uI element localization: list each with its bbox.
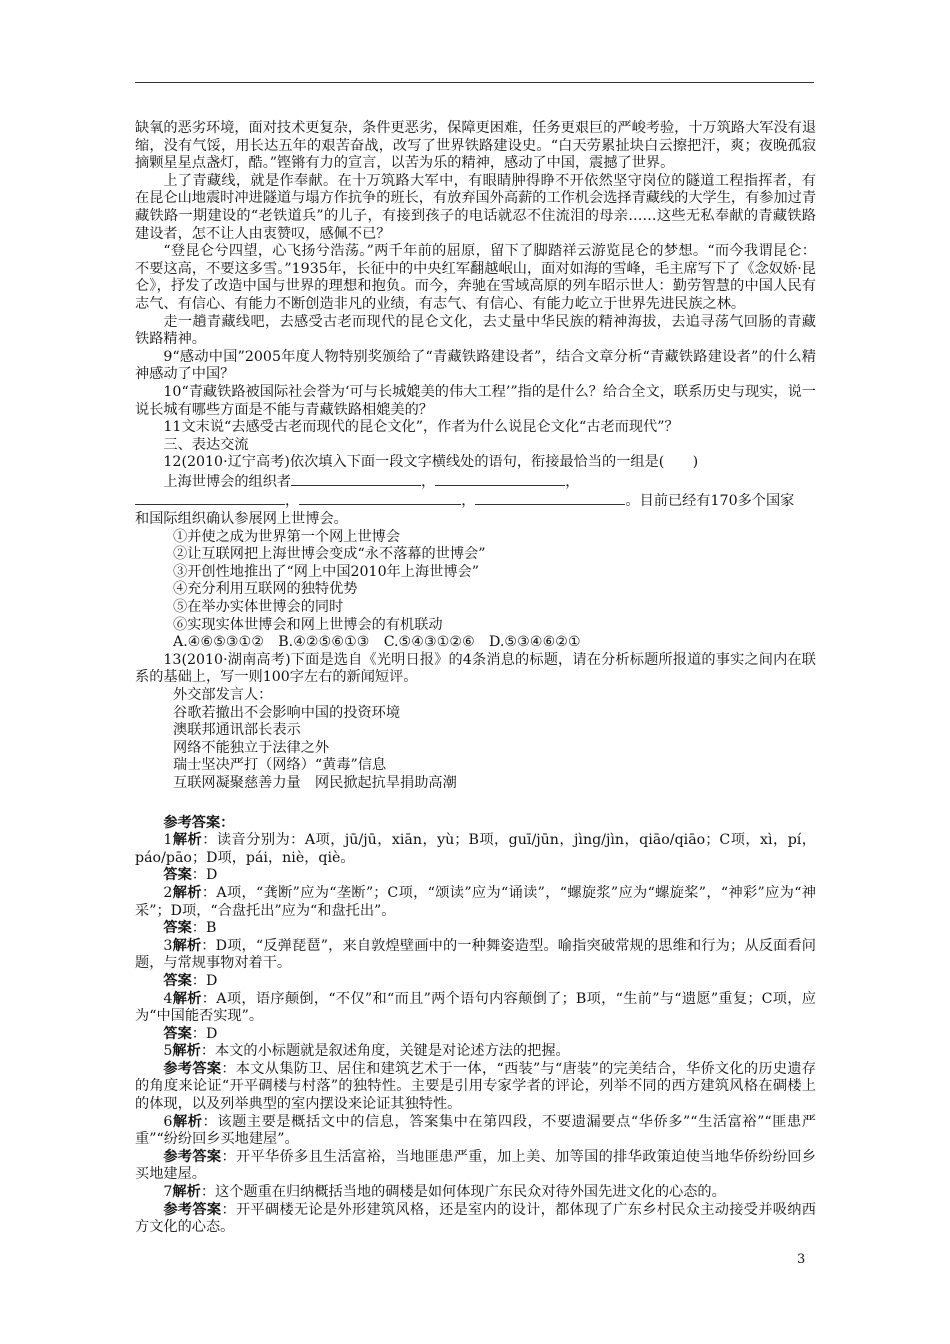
q13-headline: 澳联邦通讯部长表示 — [173, 722, 301, 739]
q12-line1-text: 上海世博会的组织者 — [163, 473, 292, 490]
answer-label: 答案 — [163, 867, 192, 884]
analysis-label: 解析 — [172, 832, 203, 849]
fill-blank — [135, 491, 285, 505]
fill-blank — [299, 491, 461, 505]
q13-headline: 网络不能独立于法律之外 — [173, 739, 330, 756]
analysis-label: 解析 — [172, 990, 202, 1007]
answer-6-analysis — [135, 1114, 816, 1149]
section-heading-3: 三、表达交流 — [163, 436, 249, 453]
fill-blank — [291, 472, 421, 486]
analysis-label: 解析 — [172, 1043, 201, 1060]
question-13-stem: 13(2010·湖南高考)下面是选自《光明日报》的4条消息的标题，请在分析标题所报道的事实之间内在联系的基础上，写一则100字左右的新闻短评。 — [135, 651, 816, 686]
q12-option: ④充分利用互联网的独特优势 — [173, 581, 358, 598]
q12-separator: ， — [285, 493, 300, 510]
question-9: 9“感动中国”2005年度人物特别奖颁给了“青藏铁路建设者”，结合文章分析“青藏铁路建设者”的什么精神感动了中国？ — [135, 348, 816, 383]
document-body — [135, 120, 816, 1237]
passage-paragraph-4: 走一趟青藏线吧，去感受古老而现代的昆仑文化，去丈量中华民族的精神海拔，去追寻荡气回肠的青藏铁路精神。 — [135, 313, 816, 348]
answer-number: 6 — [163, 1113, 173, 1130]
answer-5-analysis — [135, 1043, 816, 1061]
answer-4-result — [135, 1026, 816, 1044]
q13-headline: 瑞士坚决严打（网络）“黄毒”信息 — [173, 757, 387, 774]
answer-value: ：D — [191, 1025, 218, 1042]
q13-headline: 谷歌若撤出不会影响中国的投资环境 — [173, 704, 401, 721]
reference-label: 参考答案 — [163, 1148, 222, 1165]
analysis-label: 解析 — [172, 884, 202, 901]
q12-option: ⑤在举办实体世博会的同时 — [173, 599, 344, 616]
question-12-stem: 12(2010·辽宁高考)依次填入下面一段文字横线处的语句，衔接最恰当的一组是( ) — [163, 454, 699, 471]
q12-separator: ， — [565, 473, 580, 490]
q12-option: ③开创性地推出了“网上中国2010年上海世博会” — [173, 563, 479, 580]
reference-text: ：开平碉楼无论是外形建筑风格，还是室内的设计，都体现了广东乡村民众主动接受并吸纳西方文化的心态。 — [135, 1201, 816, 1236]
analysis-label: 解析 — [172, 937, 202, 954]
reference-text: ：开平华侨多且生活富裕，当地匪患严重，加上美、加等国的排华政策迫使当地华侨纷纷回乡买地建屋。 — [135, 1148, 816, 1183]
analysis-text: ：这个题重在归纳概括当地的碉楼是如何体现广东民众对待外国先进文化的心态的。 — [200, 1184, 726, 1201]
analysis-text: ：该题主要是概括文中的信息，答案集中在第四段，不要遗漏要点“华侨多”“生活富裕”“匪患严重”“纷纷回乡买地建屋”。 — [135, 1113, 816, 1148]
answer-label: 答案 — [163, 1025, 192, 1042]
answer-3-analysis — [135, 938, 816, 973]
answer-4-analysis — [135, 991, 816, 1026]
question-12-line-2 — [135, 491, 816, 511]
question-10: 10“青藏铁路被国际社会誉为‘可与长城媲美的伟大工程’”指的是什么？给合全文，联系历史与现实，说一说长城有哪些方面是不能与青藏铁路相媲美的？ — [135, 383, 816, 418]
reference-label: 参考答案 — [163, 1201, 222, 1218]
answer-value: ：B — [191, 920, 217, 937]
answer-number: 3 — [163, 937, 173, 954]
answer-label: 答案 — [163, 920, 192, 937]
page-number: 3 — [797, 1252, 806, 1267]
question-11: 11文末说“去感受古老而现代的昆仑文化”，作者为什么说昆仑文化“古老而现代”？ — [163, 419, 679, 436]
analysis-label: 解析 — [172, 1184, 201, 1201]
question-12-line-3: 和国际组织确认参展网上世博会。 — [135, 511, 348, 528]
answer-1-analysis — [135, 832, 816, 867]
question-12-line-1 — [135, 472, 816, 492]
passage-paragraph-1: 缺氧的恶劣环境，面对技术更复杂，条件更恶劣，保障更困难，任务更艰巨的严峻考验，十万筑路大军没有退缩，没有气馁，用长达五年的艰苦奋战，改写了世界铁路建设史。“白天劳累扯块白云擦把汗，爽；夜晚孤寂摘颗星星点盏灯，酷。”铿锵有力的宣言，以苦为乐的精神，感动了中国，震撼了世界。 — [135, 120, 817, 172]
answer-3-result — [135, 973, 816, 991]
q12-option: ②让互联网把上海世博会变成“永不落幕的世博会” — [173, 546, 486, 563]
q12-separator: ， — [461, 493, 476, 510]
q12-option: ①并使之成为世界第一个网上世博会 — [173, 528, 401, 545]
answer-6-reference — [135, 1149, 816, 1184]
answer-value: ：D — [191, 972, 218, 989]
answer-number: 7 — [163, 1184, 173, 1201]
passage-paragraph-2: 上了青藏线，就是作奉献。在十万筑路大军中，有眼睛肿得睁不开依然坚守岗位的隧道工程指挥者，有在昆仑山地震时冲进隧道与塌方作抗争的班长，有放弃国外高薪的工作机会选择青藏线的大学生，有参加过青藏铁路一期建设的“老铁道兵”的儿子，有接到孩子的电话就忍不住流泪的母亲……这些无私奉献的青藏铁路建设者，怎不让人由衷赞叹，感佩不已？ — [135, 172, 817, 242]
passage-paragraph-3: “登昆仑兮四望，心飞扬兮浩荡。”两千年前的屈原，留下了脚踏祥云游览昆仑的梦想。“而今我谓昆仑：不要这高，不要这多雪。”1935年，长征中的中央红军翻越岷山，面对如海的雪峰，毛主席写下了《念奴娇·昆仑》，抒发了改造中国与世界的理想和抱负。而今，奔驰在雪域高原的列车昭示世人：勤劳智慧的中国人民有志气、有信心、有能力不断创造非凡的业绩，有志气、有信心、有能力屹立于世界先进民族之林。 — [135, 243, 816, 312]
q13-headline: 互联网凝聚慈善力量 网民掀起抗旱捐助高潮 — [173, 774, 457, 791]
answers-heading: 参考答案： — [163, 814, 235, 831]
q12-choices: A.④⑥⑤③①② B.④②⑤⑥①③ C.⑤④③①②⑥ D.⑤③④⑥②① — [173, 634, 581, 651]
q12-line2-tail: 。目前已经有170多个国家 — [625, 493, 795, 510]
answer-7-reference — [135, 1202, 816, 1237]
q13-headline: 外交部发言人： — [173, 687, 273, 703]
answer-1-result — [135, 867, 816, 885]
analysis-text: ：D项，“反弹琵琶”，来自敦煌壁画中的一种舞姿造型。喻指突破常规的思维和行为；从反面看问题，与常规事物对着干。 — [135, 937, 816, 972]
analysis-text: ：读音分别为：A项，jū/jū，xiān，yù；B项，guī/jūn，jìng/jìn，qiāo/qiāo；C项，xì，pí，páo/pāo；D项，pái，niè，qiè。 — [135, 832, 816, 866]
answer-number: 1 — [163, 832, 173, 849]
header-rule — [135, 82, 814, 83]
reference-label: 参考答案 — [163, 1060, 222, 1077]
answer-2-analysis — [135, 885, 816, 920]
answer-number: 4 — [163, 990, 173, 1007]
q12-option: ⑥实现实体世博会和网上世博会的有机联动 — [173, 616, 443, 633]
analysis-text: ：A项，语序颠倒，“不仅”和“而且”两个语句内容颠倒了；B项，“生前”与“遗愿”重复；C项，应为“中国能否实现”。 — [135, 990, 816, 1025]
answer-label: 答案 — [163, 972, 192, 989]
answer-number: 2 — [163, 884, 173, 901]
answer-value: ：D — [191, 867, 218, 884]
answer-2-result — [135, 920, 816, 938]
answer-5-reference — [135, 1061, 816, 1114]
analysis-label: 解析 — [172, 1113, 203, 1130]
fill-blank — [475, 491, 625, 505]
fill-blank — [435, 472, 565, 486]
analysis-text: ：A项，“龚断”应为“垄断”；C项，“颂读”应为“诵读”，“螺旋浆”应为“螺旋桨”，“神彩”应为“神采”；D项，“合盘托出”应为“和盘托出”。 — [135, 884, 816, 919]
answer-7-analysis — [135, 1184, 816, 1202]
answer-number: 5 — [163, 1043, 173, 1060]
reference-text: ：本文从集防卫、居住和建筑艺术于一体，“西装”与“唐装”的完美结合，华侨文化的历史遗存的角度来论证“开平碉楼与村落”的独特性。主要是引用专家学者的评论，列举不同的西方建筑风格在碉楼上的体现，以及列举典型的室内摆设来论证其独特性。 — [135, 1060, 816, 1113]
q12-separator: ， — [421, 473, 436, 490]
analysis-text: ：本文的小标题就是叙述角度，关键是对论述方法的把握。 — [200, 1043, 570, 1060]
